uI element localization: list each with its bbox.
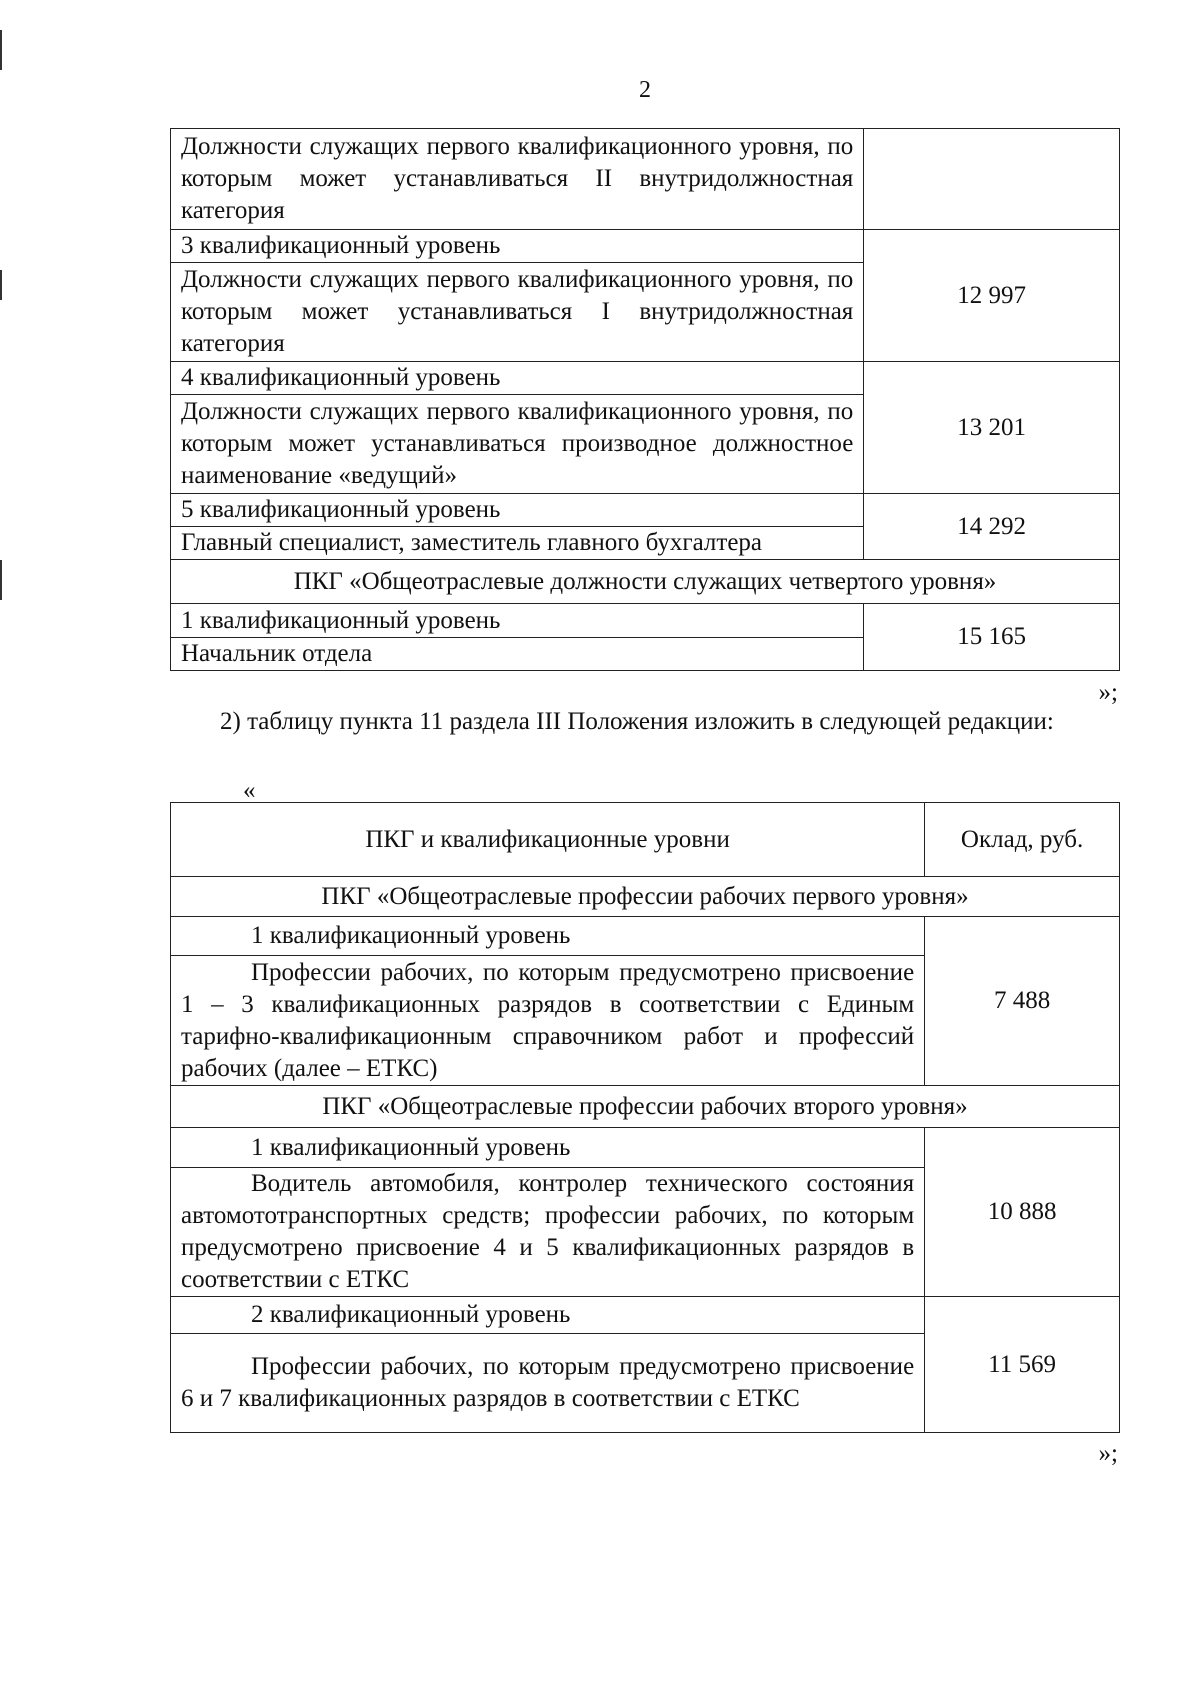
closing-quote-mark: »; (1098, 1440, 1118, 1467)
table-row (171, 494, 1120, 527)
qualification-level: 5 квалификационный уровень (171, 494, 864, 527)
table-row (171, 1297, 1120, 1334)
table-row (171, 230, 1120, 263)
group-header: ПКГ «Общеотраслевые должности служащих четвертого уровня» (171, 560, 1120, 604)
scan-edge-mark (0, 270, 2, 300)
table-row (171, 129, 1120, 230)
table-row (171, 917, 1120, 956)
table-row (171, 1086, 1120, 1128)
scan-edge-mark (0, 30, 2, 70)
salary-value: 15 165 (864, 604, 1120, 671)
position-description: Главный специалист, заместитель главного бухгалтера (171, 527, 864, 560)
salary-value: 12 997 (864, 230, 1120, 362)
qualification-level: 3 квалификационный уровень (171, 230, 864, 263)
position-description: Должности служащих первого квалификационного уровня, по которым может устанавливаться производное должностное наименование «ведущий» (171, 395, 864, 494)
table-header-row (171, 803, 1120, 877)
group-header: ПКГ «Общеотраслевые профессии рабочих второго уровня» (171, 1086, 1120, 1128)
position-description: Профессии рабочих, по которым предусмотрено присвоение 1 – 3 квалификационных разрядов в соответствии с Единым тарифно-квалификационным справочником работ и профессий рабочих (далее – ЕТКС) (171, 956, 925, 1086)
table-row (171, 877, 1120, 917)
worker-salary-table (170, 802, 1120, 1433)
salary-value: 14 292 (864, 494, 1120, 560)
table-row (171, 560, 1120, 604)
qualification-level: 1 квалификационный уровень (171, 1128, 925, 1168)
page-number: 2 (639, 77, 651, 103)
salary-value: 11 569 (925, 1297, 1120, 1433)
qualification-level: 1 квалификационный уровень (171, 604, 864, 638)
qualification-level: 2 квалификационный уровень (171, 1297, 925, 1334)
table-row (171, 604, 1120, 638)
amendment-paragraph: 2) таблицу пункта 11 раздела III Положения изложить в следующей редакции: (220, 708, 1054, 735)
scan-edge-mark (0, 560, 2, 600)
salary-table-continued (170, 128, 1120, 671)
position-description: Начальник отдела (171, 638, 864, 671)
position-description: Должности служащих первого квалификационного уровня, по которым может устанавливаться II внутридолжностная категория (171, 129, 864, 230)
table-row (171, 362, 1120, 395)
opening-quote-mark: « (243, 777, 256, 804)
qualification-level: 1 квалификационный уровень (171, 917, 925, 956)
salary-value: 10 888 (925, 1128, 1120, 1297)
position-description: Должности служащих первого квалификационного уровня, по которым может устанавливаться I внутридолжностная категория (171, 263, 864, 362)
group-header: ПКГ «Общеотраслевые профессии рабочих первого уровня» (171, 877, 1120, 917)
salary-value: 7 488 (925, 917, 1120, 1086)
closing-quote-mark: »; (1098, 679, 1118, 706)
table-row (171, 1128, 1120, 1168)
salary-cell-empty (864, 129, 1120, 230)
column-header-levels: ПКГ и квалификационные уровни (171, 803, 925, 877)
salary-value: 13 201 (864, 362, 1120, 494)
column-header-salary: Оклад, руб. (925, 803, 1120, 877)
position-description: Профессии рабочих, по которым предусмотрено присвоение 6 и 7 квалификационных разрядов в соответствии с ЕТКС (171, 1334, 925, 1433)
position-description: Водитель автомобиля, контролер технического состояния автомототранспортных средств; профессии рабочих, по которым предусмотрено присвоение 4 и 5 квалификационных разрядов в соответствии с ЕТКС (171, 1168, 925, 1297)
qualification-level: 4 квалификационный уровень (171, 362, 864, 395)
